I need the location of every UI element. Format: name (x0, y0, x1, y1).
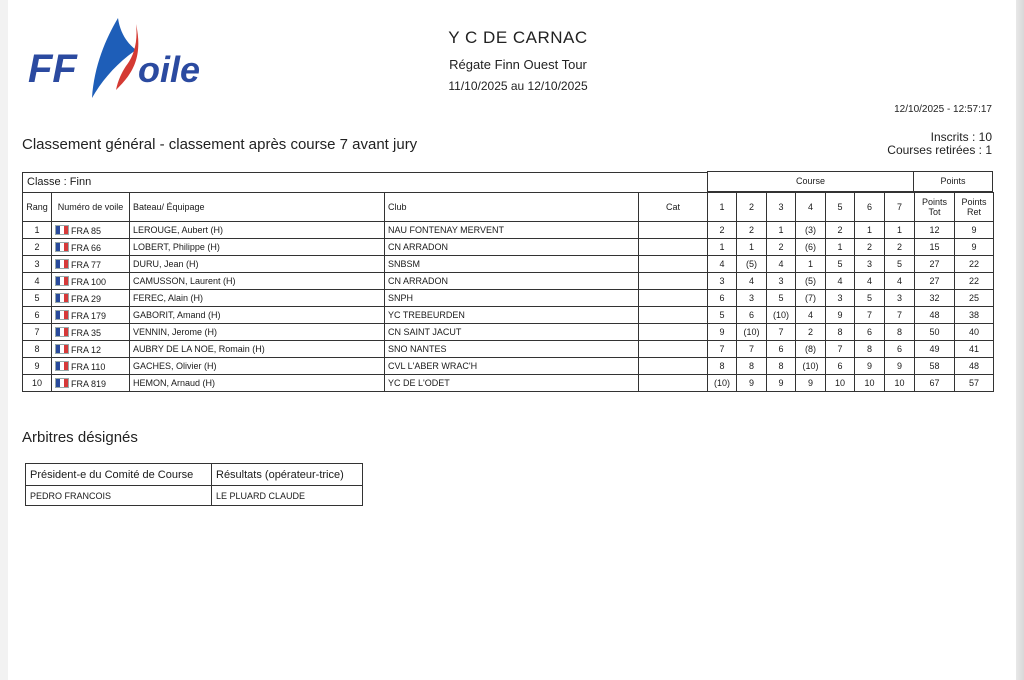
race-4-cell: 1 (796, 256, 826, 273)
crew-cell: LOBERT, Philippe (H) (130, 239, 385, 256)
table-row (23, 375, 994, 392)
print-timestamp: 12/10/2025 - 12:57:17 (894, 104, 992, 115)
sail-number-text: FRA 29 (71, 293, 102, 304)
col-cat: Cat (639, 193, 708, 222)
standings-title: Classement général - classement après course 7 avant jury (22, 136, 418, 153)
race-5-cell: 4 (826, 273, 855, 290)
cat-cell (639, 307, 708, 324)
points-net-cell: 9 (955, 222, 994, 239)
race-7-cell: 7 (885, 307, 915, 324)
points-total-cell: 58 (915, 358, 955, 375)
sail-number-cell (52, 307, 130, 324)
club-cell: YC DE L'ODET (385, 375, 639, 392)
points-net-cell: 22 (955, 256, 994, 273)
points-group-header: Points (913, 171, 993, 192)
points-total-cell: 48 (915, 307, 955, 324)
points-net-cell: 25 (955, 290, 994, 307)
col-race-2: 2 (737, 193, 767, 222)
col-race-3: 3 (767, 193, 796, 222)
race-4-cell: (5) (796, 273, 826, 290)
race-4-cell: (10) (796, 358, 826, 375)
sail-number-cell (52, 222, 130, 239)
race-7-cell: 6 (885, 341, 915, 358)
race-6-cell: 6 (855, 324, 885, 341)
table-row (23, 290, 994, 307)
col-race-6: 6 (855, 193, 885, 222)
race-4-cell: (8) (796, 341, 826, 358)
rank-cell: 4 (23, 273, 52, 290)
race-5-cell: 10 (826, 375, 855, 392)
race-5-cell: 7 (826, 341, 855, 358)
race-6-cell: 7 (855, 307, 885, 324)
race-5-cell: 3 (826, 290, 855, 307)
race-6-cell: 4 (855, 273, 885, 290)
race-3-cell: 1 (767, 222, 796, 239)
france-flag-icon (55, 344, 69, 354)
race-4-cell: 2 (796, 324, 826, 341)
race-7-cell: 3 (885, 290, 915, 307)
sail-number-text: FRA 819 (71, 378, 107, 389)
results-table (22, 192, 994, 392)
race-2-cell: (10) (737, 324, 767, 341)
points-total-cell: 15 (915, 239, 955, 256)
france-flag-icon (55, 293, 69, 303)
table-row (23, 256, 994, 273)
points-total-cell: 27 (915, 256, 955, 273)
cat-cell (639, 324, 708, 341)
cat-cell (639, 222, 708, 239)
race-4-cell: 9 (796, 375, 826, 392)
cat-cell (639, 375, 708, 392)
race-1-cell: 9 (708, 324, 737, 341)
race-3-cell: (10) (767, 307, 796, 324)
col-sail-number: Numéro de voile (52, 193, 130, 222)
race-6-cell: 5 (855, 290, 885, 307)
table-row (23, 341, 994, 358)
race-6-cell: 8 (855, 341, 885, 358)
crew-cell: AUBRY DE LA NOE, Romain (H) (130, 341, 385, 358)
race-1-cell: 7 (708, 341, 737, 358)
race-6-cell: 1 (855, 222, 885, 239)
race-1-cell: 8 (708, 358, 737, 375)
cat-cell (639, 290, 708, 307)
race-5-cell: 6 (826, 358, 855, 375)
rank-cell: 3 (23, 256, 52, 273)
race-5-cell: 5 (826, 256, 855, 273)
club-cell: SNBSM (385, 256, 639, 273)
sail-number-text: FRA 110 (71, 361, 106, 372)
club-cell: CVL L'ABER WRAC'H (385, 358, 639, 375)
race-3-cell: 7 (767, 324, 796, 341)
race-6-cell: 3 (855, 256, 885, 273)
race-4-cell: (3) (796, 222, 826, 239)
race-1-cell: 3 (708, 273, 737, 290)
race-7-cell: 1 (885, 222, 915, 239)
race-6-cell: 9 (855, 358, 885, 375)
entries-summary (887, 131, 992, 157)
points-net-cell: 22 (955, 273, 994, 290)
col-points-total: Points Tot (915, 193, 955, 222)
sail-number-cell (52, 290, 130, 307)
referees-header-row (26, 464, 363, 486)
race-2-cell: 6 (737, 307, 767, 324)
crew-cell: GABORIT, Amand (H) (130, 307, 385, 324)
rank-cell: 1 (23, 222, 52, 239)
crew-cell: LEROUGE, Aubert (H) (130, 222, 385, 239)
results-body (23, 222, 994, 392)
svg-text:oile: oile (138, 49, 201, 90)
race-4-cell: (6) (796, 239, 826, 256)
page-edge (1016, 0, 1024, 680)
race-1-cell: 6 (708, 290, 737, 307)
race-7-cell: 5 (885, 256, 915, 273)
sail-number-cell (52, 341, 130, 358)
crew-cell: GACHES, Olivier (H) (130, 358, 385, 375)
race-2-cell: 7 (737, 341, 767, 358)
discards-count: Courses retirées : 1 (887, 143, 992, 157)
table-row (23, 239, 994, 256)
race-3-cell: 6 (767, 341, 796, 358)
points-net-cell: 40 (955, 324, 994, 341)
regatta-name: Régate Finn Ouest Tour (449, 57, 587, 72)
race-1-cell: 5 (708, 307, 737, 324)
france-flag-icon (55, 225, 69, 235)
cat-cell (639, 256, 708, 273)
race-2-cell: 1 (737, 239, 767, 256)
crew-cell: CAMUSSON, Laurent (H) (130, 273, 385, 290)
race-7-cell: 2 (885, 239, 915, 256)
course-group-header: Course (707, 171, 914, 192)
sail-number-cell (52, 324, 130, 341)
ffvoile-logo (26, 14, 226, 104)
race-2-cell: 9 (737, 375, 767, 392)
sail-number-text: FRA 85 (71, 225, 102, 236)
results-header-row (23, 193, 994, 222)
race-2-cell: 2 (737, 222, 767, 239)
table-row (23, 324, 994, 341)
referees-value-row (26, 486, 363, 506)
race-1-cell: 4 (708, 256, 737, 273)
table-row (23, 222, 994, 239)
referee-race-committee-name: PEDRO FRANCOIS (26, 486, 212, 506)
cat-cell (639, 239, 708, 256)
sail-number-text: FRA 12 (71, 344, 102, 355)
club-cell: CN ARRADON (385, 273, 639, 290)
race-3-cell: 3 (767, 273, 796, 290)
crew-cell: HEMON, Arnaud (H) (130, 375, 385, 392)
race-1-cell: (10) (708, 375, 737, 392)
sail-number-text: FRA 66 (71, 242, 102, 253)
results-page (8, 0, 1018, 680)
race-2-cell: 3 (737, 290, 767, 307)
table-row (23, 358, 994, 375)
race-5-cell: 1 (826, 239, 855, 256)
france-flag-icon (55, 242, 69, 252)
race-4-cell: 4 (796, 307, 826, 324)
regatta-header (348, 28, 688, 93)
col-race-1: 1 (708, 193, 737, 222)
points-net-cell: 38 (955, 307, 994, 324)
regatta-dates: 11/10/2025 au 12/10/2025 (448, 79, 588, 93)
sail-number-cell (52, 273, 130, 290)
rank-cell: 5 (23, 290, 52, 307)
rank-cell: 8 (23, 341, 52, 358)
referee-results-name: LE PLUARD CLAUDE (212, 486, 363, 506)
class-label: Classe : Finn (22, 172, 708, 192)
race-3-cell: 5 (767, 290, 796, 307)
rank-cell: 7 (23, 324, 52, 341)
race-3-cell: 4 (767, 256, 796, 273)
race-3-cell: 9 (767, 375, 796, 392)
sail-number-cell (52, 239, 130, 256)
france-flag-icon (55, 361, 69, 371)
race-3-cell: 8 (767, 358, 796, 375)
club-title: Y C DE CARNAC (448, 28, 588, 47)
rank-cell: 9 (23, 358, 52, 375)
points-total-cell: 50 (915, 324, 955, 341)
referee-role-race-committee: Président-e du Comité de Course (26, 464, 212, 486)
col-race-4: 4 (796, 193, 826, 222)
race-7-cell: 9 (885, 358, 915, 375)
france-flag-icon (55, 276, 69, 286)
points-total-cell: 49 (915, 341, 955, 358)
club-cell: CN SAINT JACUT (385, 324, 639, 341)
points-total-cell: 67 (915, 375, 955, 392)
race-5-cell: 8 (826, 324, 855, 341)
col-boat-crew: Bateau/ Équipage (130, 193, 385, 222)
crew-cell: DURU, Jean (H) (130, 256, 385, 273)
race-2-cell: 8 (737, 358, 767, 375)
points-net-cell: 9 (955, 239, 994, 256)
table-row (23, 307, 994, 324)
sail-number-cell (52, 256, 130, 273)
svg-text:FF: FF (28, 47, 77, 91)
cat-cell (639, 341, 708, 358)
sail-number-text: FRA 100 (71, 276, 107, 287)
points-total-cell: 32 (915, 290, 955, 307)
sail-number-text: FRA 35 (71, 327, 102, 338)
points-net-cell: 57 (955, 375, 994, 392)
france-flag-icon (55, 259, 69, 269)
france-flag-icon (55, 327, 69, 337)
col-points-net: Points Ret (955, 193, 994, 222)
sail-number-text: FRA 179 (71, 310, 107, 321)
rank-cell: 10 (23, 375, 52, 392)
points-net-cell: 41 (955, 341, 994, 358)
france-flag-icon (55, 378, 69, 388)
race-2-cell: (5) (737, 256, 767, 273)
sail-number-cell (52, 375, 130, 392)
club-cell: NAU FONTENAY MERVENT (385, 222, 639, 239)
france-flag-icon (55, 310, 69, 320)
rank-cell: 6 (23, 307, 52, 324)
col-race-7: 7 (885, 193, 915, 222)
crew-cell: VENNIN, Jerome (H) (130, 324, 385, 341)
race-7-cell: 10 (885, 375, 915, 392)
club-cell: CN ARRADON (385, 239, 639, 256)
points-total-cell: 27 (915, 273, 955, 290)
race-6-cell: 10 (855, 375, 885, 392)
race-3-cell: 2 (767, 239, 796, 256)
cat-cell (639, 273, 708, 290)
race-5-cell: 9 (826, 307, 855, 324)
referees-table (25, 463, 363, 506)
race-2-cell: 4 (737, 273, 767, 290)
sail-number-text: FRA 77 (71, 259, 102, 270)
race-1-cell: 2 (708, 222, 737, 239)
club-cell: SNO NANTES (385, 341, 639, 358)
referees-title: Arbitres désignés (22, 429, 138, 446)
race-7-cell: 4 (885, 273, 915, 290)
crew-cell: FEREC, Alain (H) (130, 290, 385, 307)
race-7-cell: 8 (885, 324, 915, 341)
referee-role-results: Résultats (opérateur-trice) (212, 464, 363, 486)
entries-count: Inscrits : 10 (930, 130, 992, 144)
col-rank: Rang (23, 193, 52, 222)
race-5-cell: 2 (826, 222, 855, 239)
race-6-cell: 2 (855, 239, 885, 256)
points-net-cell: 48 (955, 358, 994, 375)
col-club: Club (385, 193, 639, 222)
sail-number-cell (52, 358, 130, 375)
cat-cell (639, 358, 708, 375)
points-total-cell: 12 (915, 222, 955, 239)
col-race-5: 5 (826, 193, 855, 222)
race-1-cell: 1 (708, 239, 737, 256)
table-row (23, 273, 994, 290)
race-4-cell: (7) (796, 290, 826, 307)
rank-cell: 2 (23, 239, 52, 256)
club-cell: SNPH (385, 290, 639, 307)
club-cell: YC TREBEURDEN (385, 307, 639, 324)
